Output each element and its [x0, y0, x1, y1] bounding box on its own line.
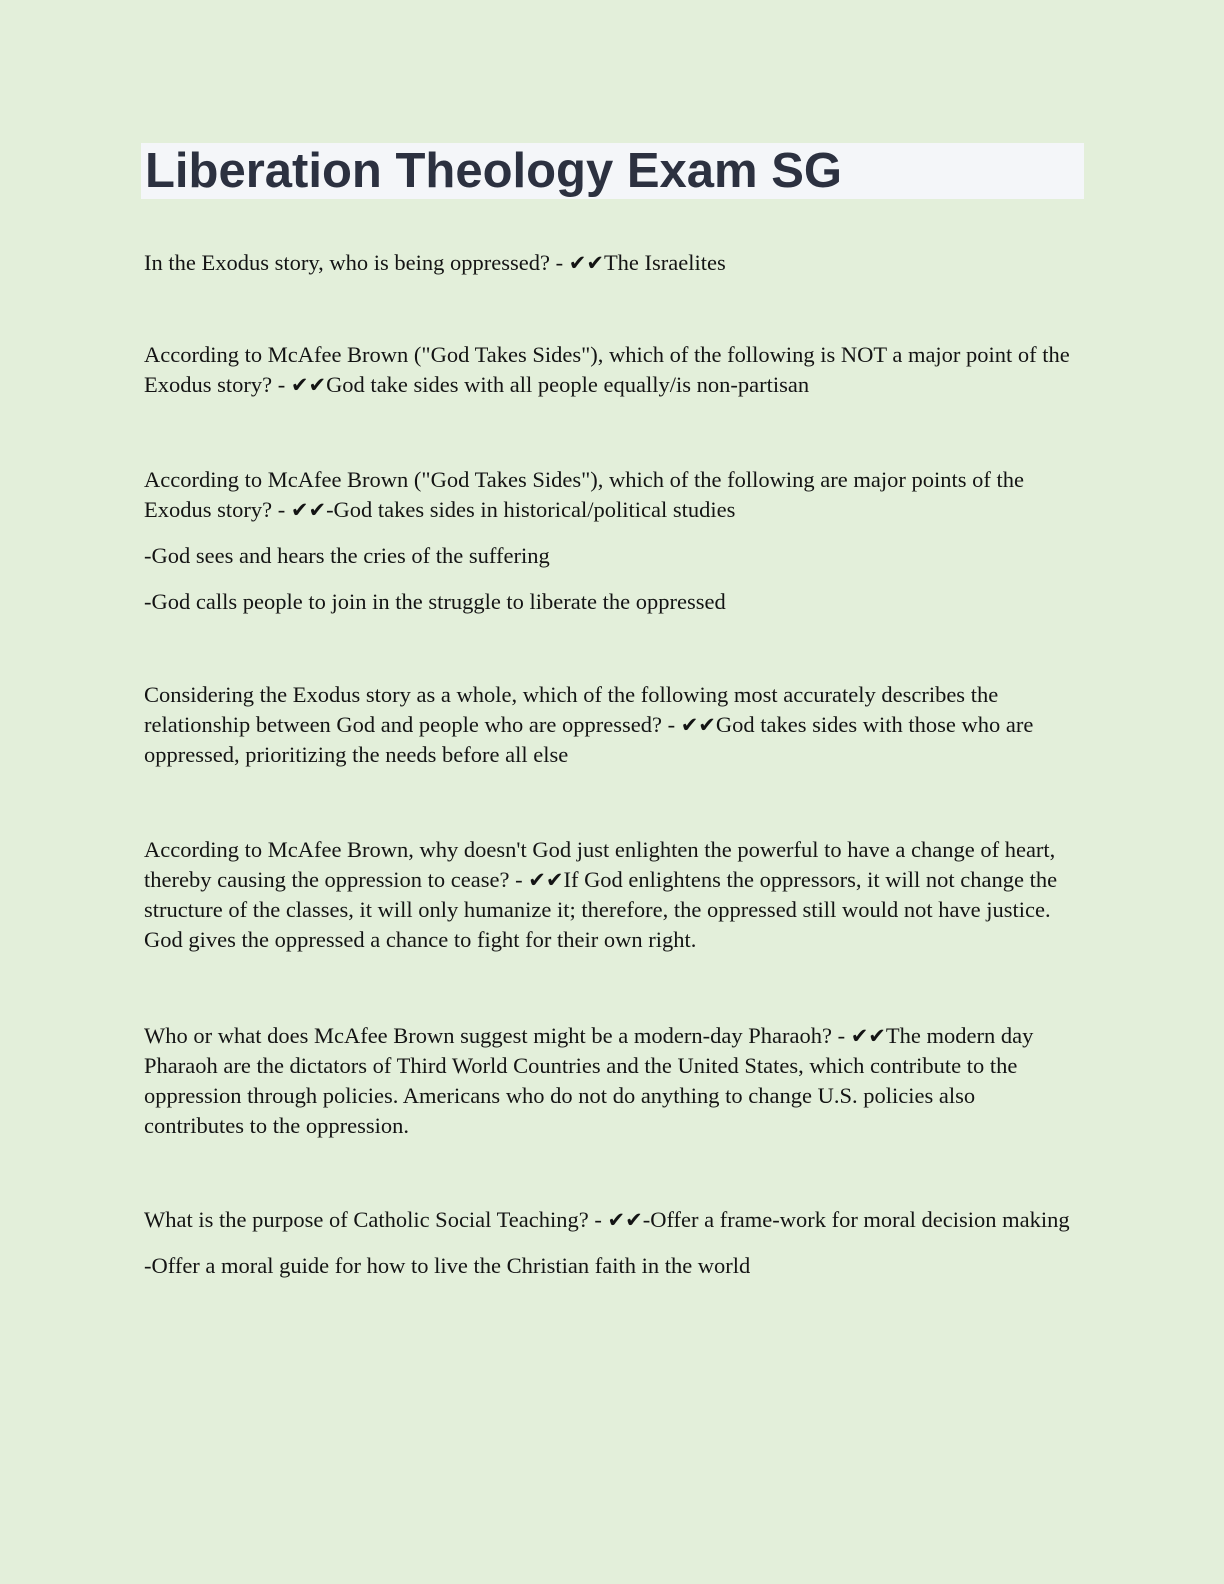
question-text: Considering the Exodus story as a whole, which of the following most accurately describes the relationship between God and people who are oppressed? -	[144, 682, 999, 737]
double-check-icon: ✔✔	[528, 868, 564, 892]
answer-extra-line: -God sees and hears the cries of the suffering	[144, 543, 550, 568]
double-check-icon: ✔✔	[290, 373, 327, 397]
double-check-icon: ✔✔	[568, 251, 604, 275]
double-check-icon: ✔✔	[290, 498, 327, 522]
qa-item-1	[144, 248, 1074, 278]
qa-item-2	[144, 340, 1074, 400]
page-title: Liberation Theology Exam SG	[145, 144, 843, 198]
answer-extra-line: -God calls people to join in the struggle to liberate the oppressed	[144, 589, 726, 614]
question-text: According to McAfee Brown ("God Takes Sides"), which of the following is NOT a major point of the Exodus story? -	[144, 342, 1070, 397]
double-check-icon: ✔✔	[607, 1208, 643, 1232]
question-text: In the Exodus story, who is being oppressed? -	[144, 250, 569, 275]
question-text: According to McAfee Brown, why doesn't God just enlighten the powerful to have a change of heart, thereby causing the oppression to cease? -	[144, 837, 1056, 892]
question-text: What is the purpose of Catholic Social Teaching? -	[144, 1207, 608, 1232]
answer-text: God takes sides with those who are oppressed, prioritizing the needs before all else	[144, 712, 1034, 767]
qa-item-1-text	[144, 248, 1074, 278]
title-banner	[141, 143, 1084, 199]
qa-item-7-text	[144, 1205, 1074, 1235]
qa-item-4	[144, 680, 1074, 770]
double-check-icon: ✔✔	[680, 713, 716, 737]
answer-text: The Israelites	[603, 250, 726, 275]
double-check-icon: ✔✔	[850, 1024, 886, 1048]
qa-item-6-text	[144, 1021, 1074, 1141]
qa-item-6	[144, 1021, 1074, 1141]
qa-item-4-text	[144, 680, 1074, 770]
answer-text: The modern day Pharaoh are the dictators of Third World Countries and the United States, which contribute to the oppression through policies. Americans who do not do anything to change U.S. policies also contributes to the oppression.	[144, 1023, 1034, 1138]
qa-item-5	[144, 835, 1074, 955]
answer-extra-line: -Offer a moral guide for how to live the Christian faith in the world	[144, 1253, 751, 1278]
answer-text: God take sides with all people equally/is non-partisan	[326, 372, 810, 397]
answer-text: -Offer a frame-work for moral decision making	[642, 1207, 1070, 1232]
answer-text: If God enlightens the oppressors, it will not change the structure of the classes, it will only humanize it; therefore, the oppressed still would not have justice. God gives the oppressed a chance to fight for their own right.	[144, 867, 1058, 952]
qa-item-3-text	[144, 465, 1074, 525]
question-text: According to McAfee Brown ("God Takes Sides"), which of the following are major points of the Exodus story? -	[144, 467, 1024, 522]
qa-item-3	[144, 465, 1074, 617]
qa-item-2-text	[144, 340, 1074, 400]
qa-item-7	[144, 1205, 1074, 1281]
answer-text: -God takes sides in historical/political studies	[326, 497, 736, 522]
question-text: Who or what does McAfee Brown suggest might be a modern-day Pharaoh? -	[144, 1023, 851, 1048]
qa-item-5-text	[144, 835, 1074, 955]
